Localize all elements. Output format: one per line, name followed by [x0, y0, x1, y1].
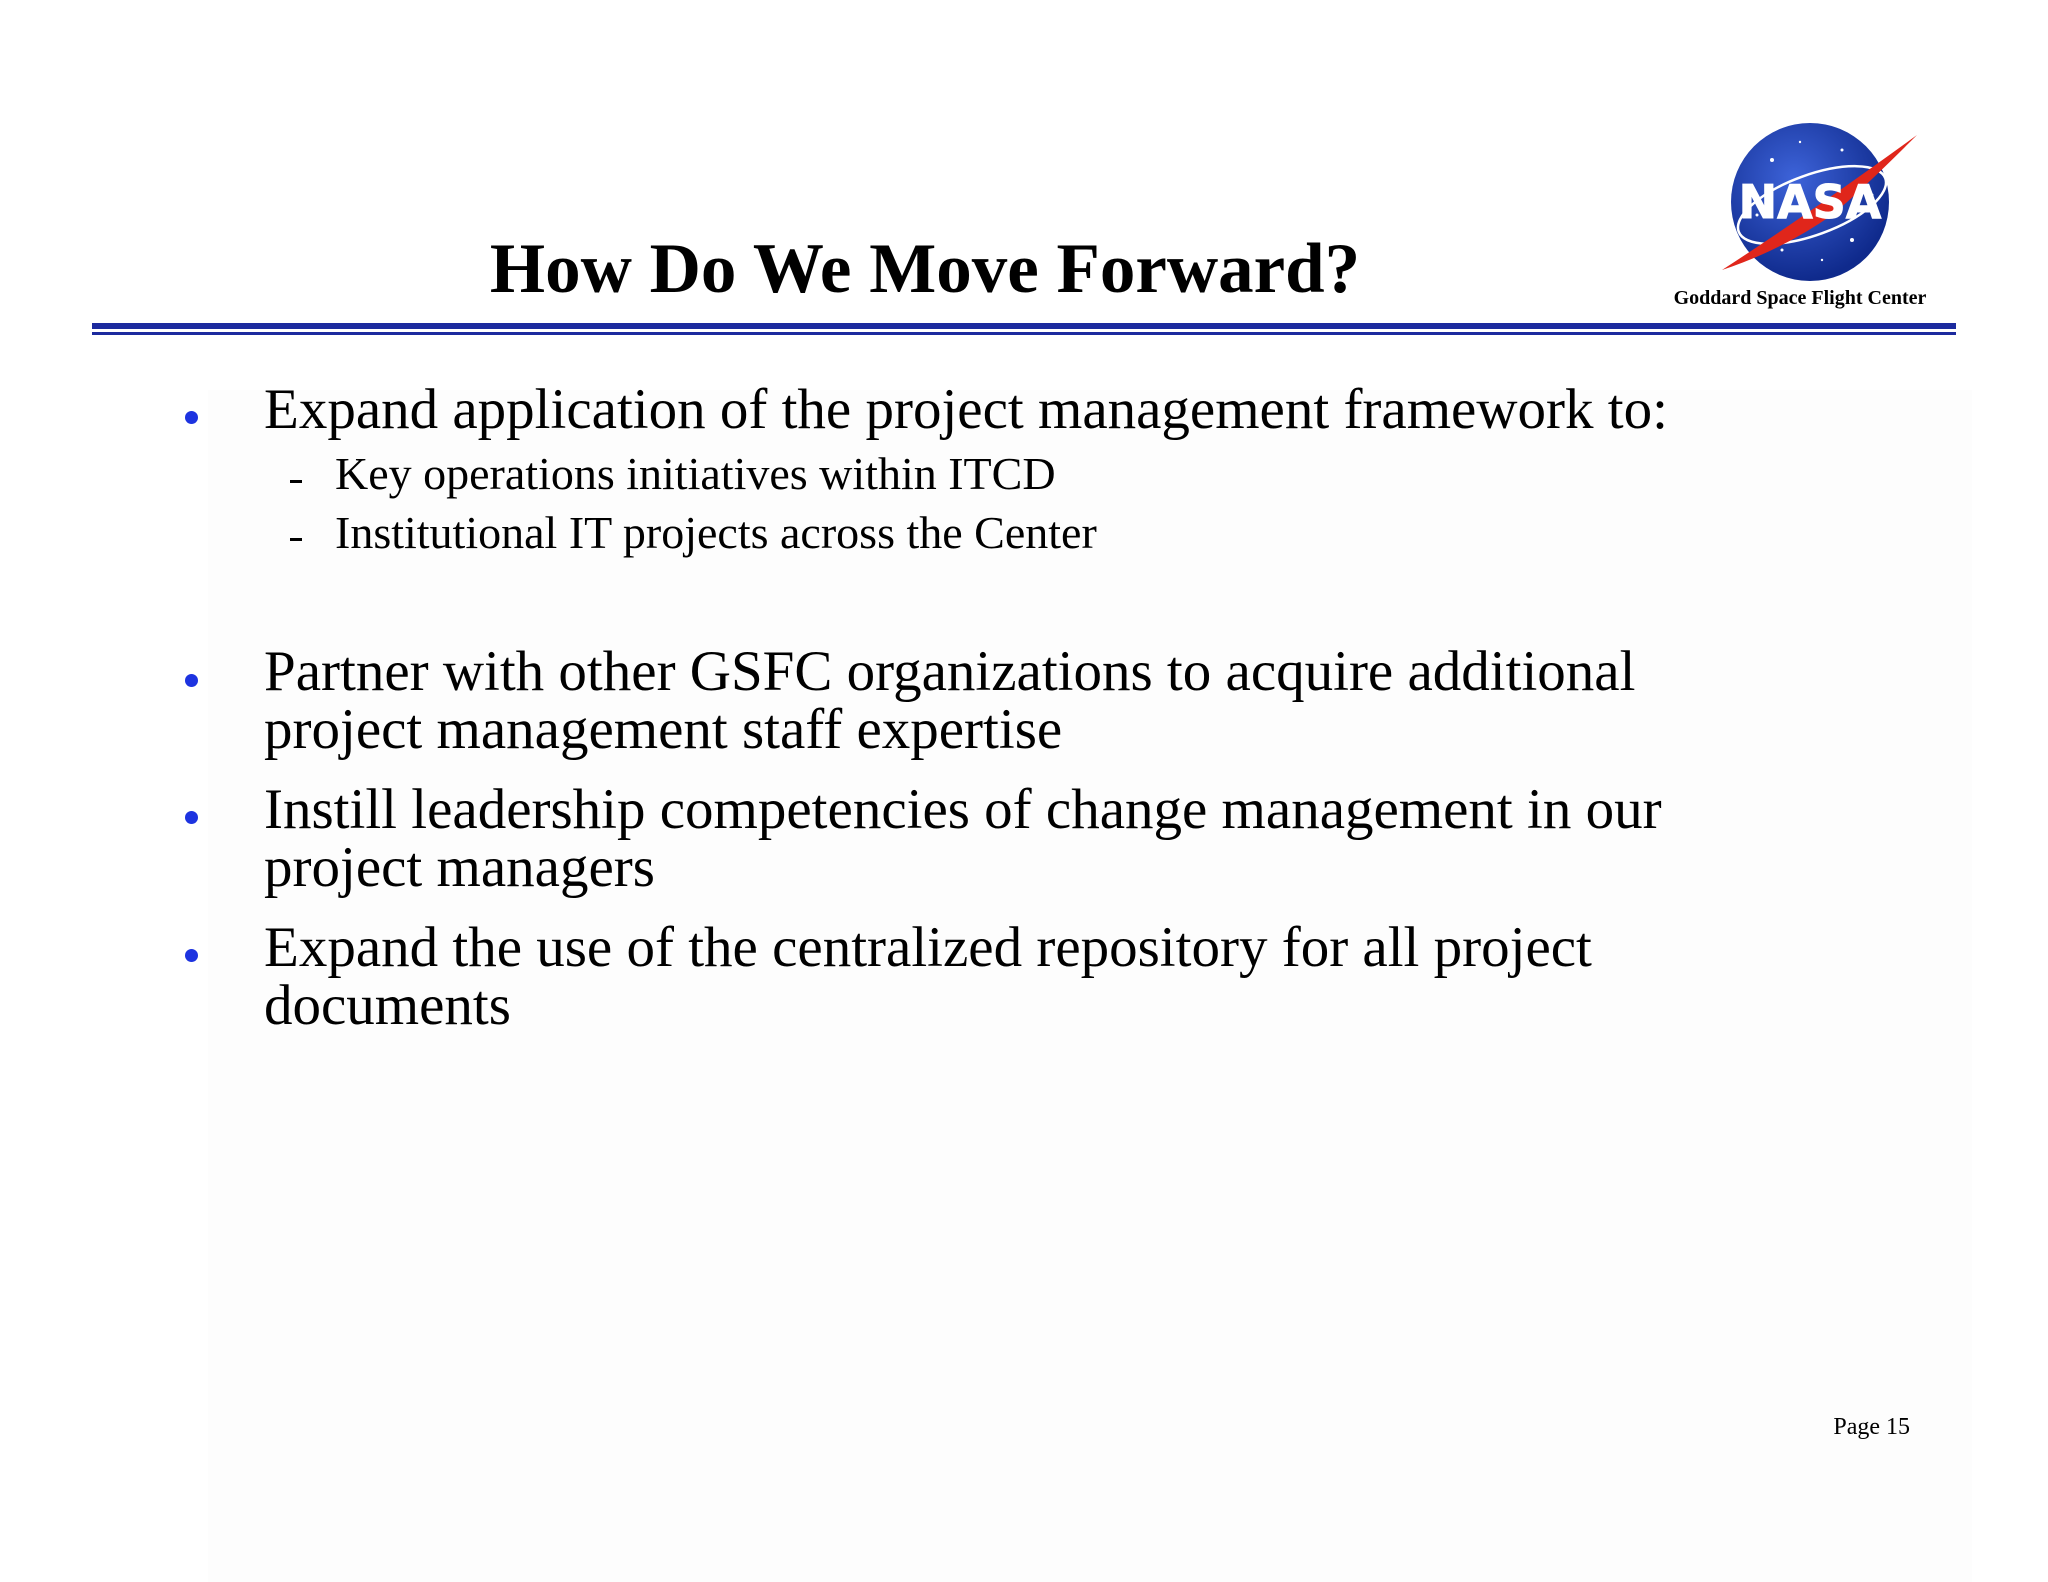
- bullet-dot: [185, 411, 198, 424]
- nasa-logo-text: NASA: [1738, 175, 1882, 229]
- bullet-text: Expand application of the project management framework to:: [264, 378, 1668, 441]
- sub-item-text: Institutional IT projects across the Center: [335, 507, 1097, 558]
- bullet-text: documents: [264, 974, 511, 1037]
- slide-title: How Do We Move Forward?: [489, 230, 1361, 308]
- bullet-text: project managers: [264, 836, 655, 899]
- title-divider-thin: [92, 332, 1956, 335]
- bullet-dot: [185, 949, 198, 962]
- bullet-text: Instill leadership competencies of change management in our: [264, 778, 1662, 841]
- bullet-text: Expand the use of the centralized repository for all project: [264, 916, 1592, 979]
- bullet-text: project management staff expertise: [264, 698, 1063, 761]
- title-divider: [92, 323, 1956, 329]
- sub-item-dash: [290, 480, 302, 483]
- sub-item-dash: [290, 538, 302, 541]
- center-name: Goddard Space Flight Center: [1673, 287, 1927, 309]
- bullet-dot: [185, 811, 198, 824]
- nasa-logo-icon: [1712, 120, 1920, 288]
- sub-item-text: Key operations initiatives within ITCD: [335, 448, 1056, 499]
- page-number: Page 15: [1833, 1414, 1910, 1440]
- bullet-text: Partner with other GSFC organizations to acquire additional: [264, 640, 1636, 703]
- bullet-dot: [185, 674, 198, 687]
